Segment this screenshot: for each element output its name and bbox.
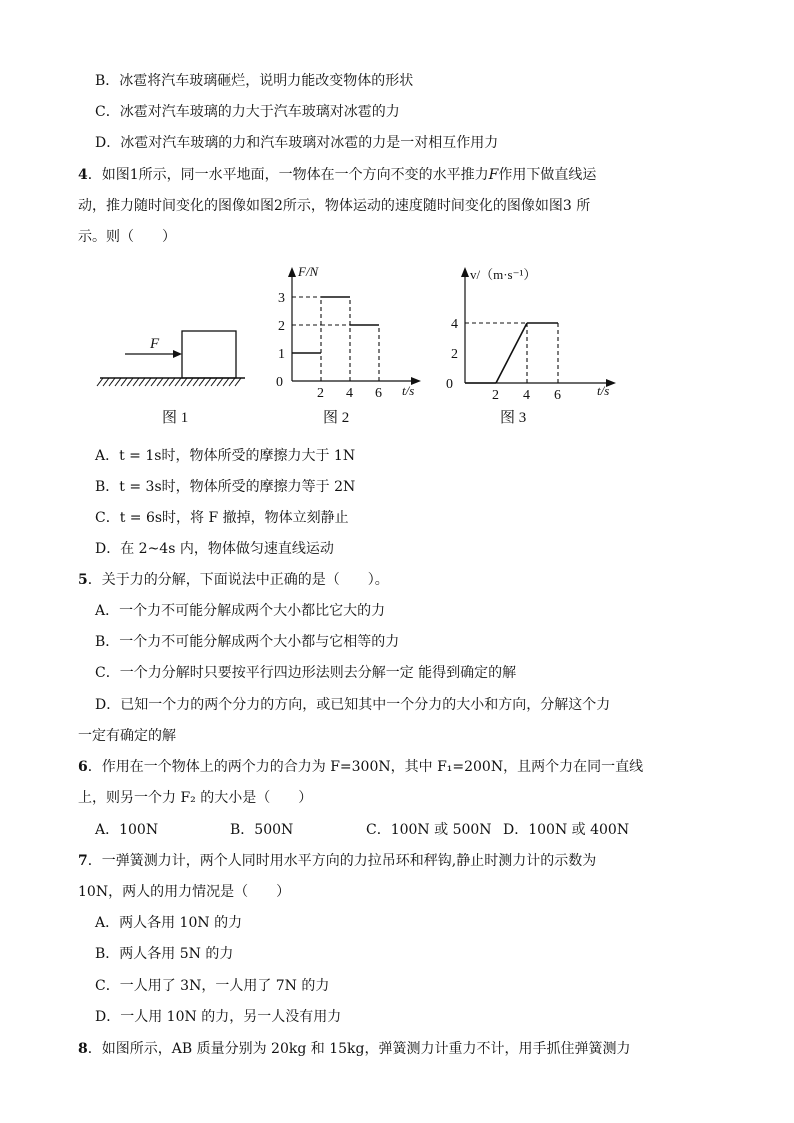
force-label: F	[150, 336, 160, 352]
q7-option-a: A．两人各用 10N 的力	[95, 915, 243, 931]
q3-option-d: D．冰雹对汽车玻璃的力和汽车玻璃对冰雹的力是一对相互作用力	[95, 135, 499, 151]
hatch-stroke	[127, 378, 133, 386]
hatch-stroke	[175, 378, 181, 386]
q4-option-a: A．t = 1s时，物体所受的摩擦力大于 1N	[95, 448, 356, 464]
y-tick-label: 3	[278, 291, 285, 306]
q6-option-b: B．500N	[230, 822, 294, 838]
hatch-stroke	[145, 378, 151, 386]
hatch-stroke	[205, 378, 211, 386]
q7-stem-line1	[78, 851, 596, 871]
hatch-stroke	[217, 378, 223, 386]
x-tick-label: 6	[375, 386, 382, 401]
x-tick-label: 4	[346, 386, 353, 401]
q5-option-a: A．一个力不可能分解成两个大小都比它大的力	[95, 603, 386, 619]
q4-option-b: B．t = 3s时，物体所受的摩擦力等于 2N	[95, 479, 356, 495]
q8-stem-line1	[78, 1039, 630, 1059]
q5-stem	[78, 570, 389, 590]
hatch-stroke	[193, 378, 199, 386]
x-tick-label: 2	[317, 386, 324, 401]
ground-hatching	[97, 378, 241, 386]
q4-stem-line1	[78, 165, 596, 185]
y-axis-label: F/N	[298, 264, 319, 279]
figure-3-chart	[440, 262, 630, 432]
hatch-stroke	[169, 378, 175, 386]
hatch-stroke	[151, 378, 157, 386]
hatch-stroke	[133, 378, 139, 386]
q6-option-d: D．100N 或 400N	[503, 822, 630, 838]
hatch-stroke	[163, 378, 169, 386]
hatch-stroke	[187, 378, 193, 386]
q7-number: 7	[78, 853, 88, 869]
y-axis-arrow	[288, 267, 296, 277]
hatch-stroke	[115, 378, 121, 386]
hatch-stroke	[139, 378, 145, 386]
q4-number: 4	[78, 167, 88, 183]
hatch-stroke	[181, 378, 187, 386]
q7-option-b: B．两人各用 5N 的力	[95, 946, 234, 962]
x-axis-label: t/s	[597, 383, 610, 398]
q3-option-b: B．冰雹将汽车玻璃砸烂，说明力能改变物体的形状	[95, 73, 414, 89]
x-tick-label: 6	[554, 388, 561, 403]
hatch-stroke	[109, 378, 115, 386]
y-axis-label: v/（m·s⁻¹）	[470, 267, 537, 282]
q5-option-c: C．一个力分解时只要按平行四边形法则去分解一定 能得到确定的解	[95, 665, 517, 681]
q4-stem-line2: 动，推力随时间变化的图像如图2所示，物体运动的速度随时间变化的图像如图3 所	[78, 198, 591, 214]
figure-2-chart	[265, 262, 435, 432]
figure-1-caption: 图 1	[162, 410, 189, 426]
q3-option-c: C．冰雹对汽车玻璃的力大于汽车玻璃对冰雹的力	[95, 104, 400, 120]
hatch-stroke	[121, 378, 127, 386]
origin-label: 0	[446, 377, 453, 392]
q8-stem-text: ．如图所示，AB 质量分别为 20kg 和 15kg，弹簧测力计重力不计，用手抓住弹簧测力	[87, 1041, 631, 1057]
q5-number: 5	[78, 572, 88, 588]
q7-option-c: C．一人用了 3N，一人用了 7N 的力	[95, 978, 330, 994]
q6-stem-line1	[78, 757, 643, 777]
hatch-stroke	[235, 378, 241, 386]
hatch-stroke	[199, 378, 205, 386]
q4-stem-line3: 示。则（ ）	[78, 229, 176, 245]
figure-3-caption: 图 3	[500, 410, 527, 426]
q6-stem-line2: 上，则另一个力 F₂ 的大小是（ ）	[78, 790, 313, 806]
hatch-stroke	[211, 378, 217, 386]
hatch-stroke	[229, 378, 235, 386]
y-tick-label: 1	[278, 347, 285, 362]
q5-stem-text: ．关于力的分解，下面说法中正确的是（ ）。	[87, 572, 389, 588]
x-tick-label: 4	[523, 388, 530, 403]
q5-option-d-line2: 一定有确定的解	[78, 728, 176, 744]
force-arrowhead	[173, 350, 182, 358]
hatch-stroke	[103, 378, 109, 386]
q4-option-d: D．在 2~4s 内，物体做匀速直线运动	[95, 541, 334, 557]
q6-option-c: C．100N 或 500N	[366, 822, 492, 838]
q8-number: 8	[78, 1041, 88, 1057]
q5-option-b: B．一个力不可能分解成两个大小都与它相等的力	[95, 634, 400, 650]
figure-1	[95, 262, 255, 432]
q4-stem-text-b: 作用下做直线运	[498, 167, 597, 183]
q7-stem-line2: 10N，两人的用力情况是（ ）	[78, 884, 291, 900]
origin-label: 0	[276, 375, 283, 390]
q4-option-c: C．t = 6s时，将 F 撤掉，物体立刻静止	[95, 510, 349, 526]
q6-number: 6	[78, 759, 88, 775]
y-tick-label: 2	[451, 347, 458, 362]
x-axis-label: t/s	[402, 383, 415, 398]
q6-stem-text: ．作用在一个物体上的两个力的合力为 F=300N，其中 F₁=200N，且两个力在同一直线	[87, 759, 644, 775]
hatch-stroke	[97, 378, 103, 386]
q4-stem-text-a: ．如图1所示，同一水平地面，一物体在一个方向不变的水平推力	[87, 167, 489, 183]
q6-option-a: A．100N	[95, 822, 159, 838]
hatch-stroke	[157, 378, 163, 386]
q4-force-var: F	[488, 167, 499, 183]
figure-2-caption: 图 2	[323, 410, 350, 426]
y-tick-label: 4	[451, 317, 458, 332]
q7-stem-text: ．一弹簧测力计，两个人同时用水平方向的力拉吊环和秤钩,静止时测力计的示数为	[87, 853, 597, 869]
x-tick-label: 2	[492, 388, 499, 403]
block	[182, 331, 236, 378]
y-axis-arrow	[461, 267, 469, 277]
y-tick-label: 2	[278, 319, 285, 334]
q5-option-d-line1: D．已知一个力的两个分力的方向，或已知其中一个分力的大小和方向，分解这个力	[95, 697, 611, 713]
series-segment	[496, 323, 527, 383]
hatch-stroke	[223, 378, 229, 386]
q7-option-d: D．一人用 10N 的力，另一人没有用力	[95, 1009, 342, 1025]
q4-figures	[95, 262, 615, 432]
